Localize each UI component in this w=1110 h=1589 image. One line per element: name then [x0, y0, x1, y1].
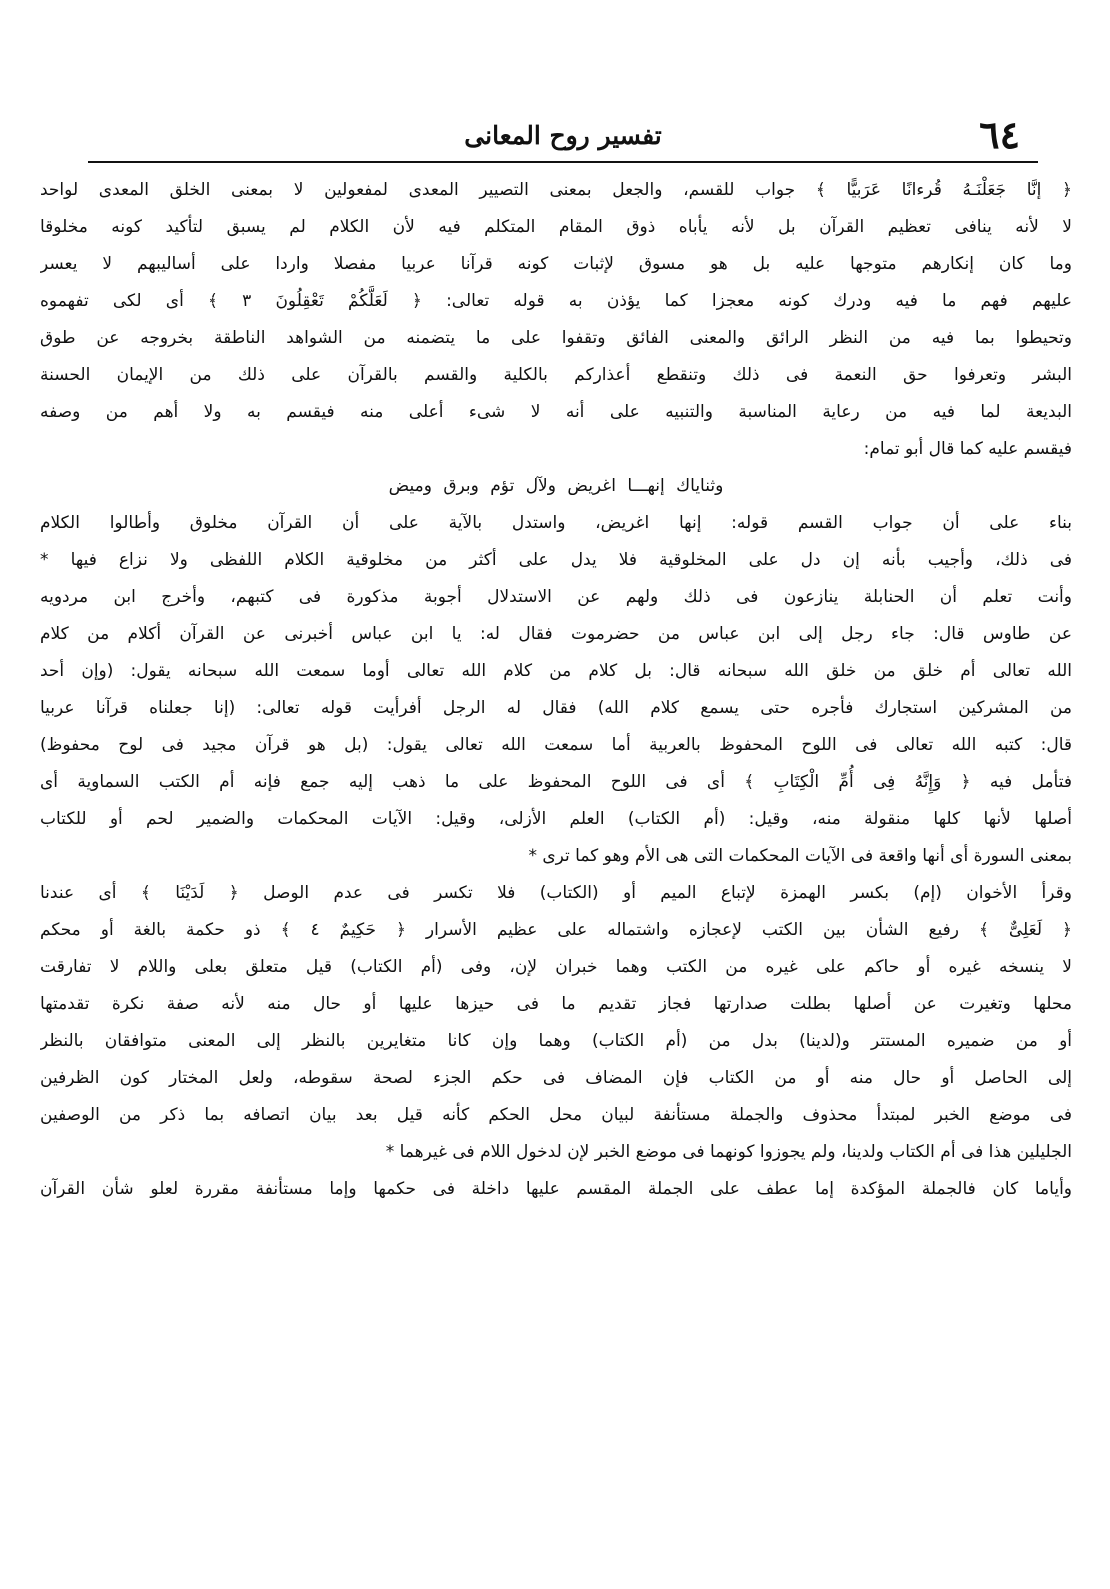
text-line: قال: كتبه الله تعالى فى اللوح المحفوظ بالعربية أما سمعت الله تعالى يقول: (بل هو قرآن مجيد فى لوح محفوظ) [40, 735, 1072, 755]
text-line: عن طاوس قال: جاء رجل إلى ابن عباس من حضرموت فقال له: يا ابن عباس أخبرنى عن القرآن أكلام من كلام [40, 624, 1072, 644]
text-line: لا ينسخه غيره أو حاكم على غيره من الكتب وهما خبران لإن، وفى (أم الكتاب) قيل متعلق بعلى واللام لا تفارقت [40, 957, 1072, 977]
text-line: وأنت تعلم أن الحنابلة ينازعون فى ذلك ولهم عن الاستدلال أجوبة مذكورة فى كتبهم، وأخرج ابن مردويه [40, 587, 1072, 607]
text-line: عليهم فهم ما فيه ودرك كونه معجزا كما يؤذن به قوله تعالى: ﴿ لَعَلَّكُمْ تَعْقِلُونَ ٣ ﴾ أى لكى تفهموه [40, 291, 1072, 311]
text-line: إلى الحاصل أو حال منه أو من الكتاب فإن المضاف فى حكم الجزء لصحة سقوطه، ولعل المختار كون الظرفين [40, 1068, 1072, 1088]
text-line: ﴿ لَعَلِىٌّ ﴾ رفيع الشأن بين الكتب لإعجازه واشتماله على عظيم الأسرار ﴿ حَكِيمٌ ٤ ﴾ ذو حكمة بالغة أو محكم [40, 920, 1072, 940]
text-line: محلها وتغيرت عن أصلها بطلت صدارتها فجاز تقديم ما فى حيزها عليها أو حال منه لأنه صفة نكرة تقدمتها [40, 994, 1072, 1014]
text-line: بناء على أن جواب القسم قوله: إنها اغريض، واستدل بالآية على أن القرآن مخلوق وأطالوا الكلام [40, 513, 1072, 533]
running-title: تفسير روح المعانى [464, 121, 662, 150]
text-line: وأياما كان فالجملة المؤكدة إما عطف على الجملة المقسم عليها داخلة فى حكمها وإما مستأنفة مقررة لعلو شأن القرآن [40, 1179, 1072, 1199]
text-line: وما كان إنكارهم متوجها عليه بل هو مسوق لإثبات كونه قرآنا عربيا مفصلا واردا على أساليبهم لا يعسر [40, 254, 1072, 274]
text-line: فى موضع الخبر لمبتدأ محذوف والجملة مستأنفة لبيان محل الحكم كأنه قيل بعد بيان اتصافه بما ذكر من الوصفين [40, 1105, 1072, 1125]
text-line: فى ذلك، وأجيب بأنه إن دل على المخلوقية فلا يدل على أكثر من مخلوقية الكلام اللفظى ولا نزاع فيها * [40, 550, 1072, 570]
text-line: أصلها لأنها كلها منقولة منه، وقيل: (أم الكتاب) العلم الأزلى، وقيل: الآيات المحكمات والضمير لحم أو للكتاب [40, 809, 1072, 829]
page-header [88, 112, 1038, 162]
text-line: وقرأ الأخوان (إم) بكسر الهمزة لإتباع الميم أو (الكتاب) فلا تكسر فى عدم الوصل ﴿ لَدَيْنَا ﴾ أى عندنا [40, 883, 1072, 903]
text-line: بمعنى السورة أى أنها واقعة فى الآيات المحكمات التى هى الأم وهو كما ترى * [528, 846, 1072, 866]
text-line: الجليلين هذا فى أم الكتاب ولدينا، ولم يجوزوا كونهما فى موضع الخبر لإن لدخول اللام فى غيرهما * [385, 1142, 1072, 1162]
verse-line: وثناياك إنهـــا اغريض ولآل تؤم وبرق وميض [388, 476, 724, 496]
text-line: أو من ضميره المستتر و(لدينا) بدل من (أم الكتاب) وهما وإن كانا متغايرين بالنظر إلى المعنى متوافقان بالنظر [40, 1031, 1072, 1051]
text-line: ﴿ إنَّا جَعَلْنَـهُ قُرءانًا عَرَبيًّا ﴾ جواب للقسم، والجعل بمعنى التصيير المعدى لمفعولين لا بمعنى الخلق المعدى لواحد [40, 180, 1072, 200]
text-line: فيقسم عليه كما قال أبو تمام: [863, 439, 1072, 459]
header-rule [88, 161, 1038, 163]
text-line: وتحيطوا بما فيه من النظر الرائق والمعنى الفائق وتقفوا على ما يتضمنه من الشواهد الناطقة بخروجه عن طوق [40, 328, 1072, 348]
text-line: من المشركين استجارك فأجره حتى يسمع كلام الله) فقال له الرجل أفرأيت قوله تعالى: (إنا جعلناه قرآنا عربيا [40, 698, 1072, 718]
text-line: لا لأنه ينافى تعظيم القرآن بل لأنه يأباه ذوق المقام المتكلم فيه لأن الكلام لم يسبق لتأكيد كونه مخلوقا [40, 217, 1072, 237]
body-text [40, 172, 1072, 1208]
text-line: البديعة لما فيه من رعاية المناسبة والتنبيه على أنه لا شىء أعلى منه فيقسم به ولا أهم من وصفه [40, 402, 1072, 422]
text-line: فتأمل فيه ﴿ وَإِنَّهُ فِى أُمِّ الْكِتَابِ ﴾ أى فى اللوح المحفوظ على ما ذهب إليه جمع فإنه أم الكتب السماوية أى [40, 772, 1072, 792]
text-line: الله تعالى أم خلق من خلق الله سبحانه قال: بل كلام من كلام الله تعالى أوما سمعت الله سبحانه يقول: (وإن أحد [40, 661, 1072, 681]
text-line: البشر وتعرفوا حق النعمة فى ذلك وتنقطع أعذاركم بالكلية والقسم بالقرآن على ذلك من الإيمان الحسنة [40, 365, 1072, 385]
page-number: ٦٤ [979, 112, 1020, 157]
